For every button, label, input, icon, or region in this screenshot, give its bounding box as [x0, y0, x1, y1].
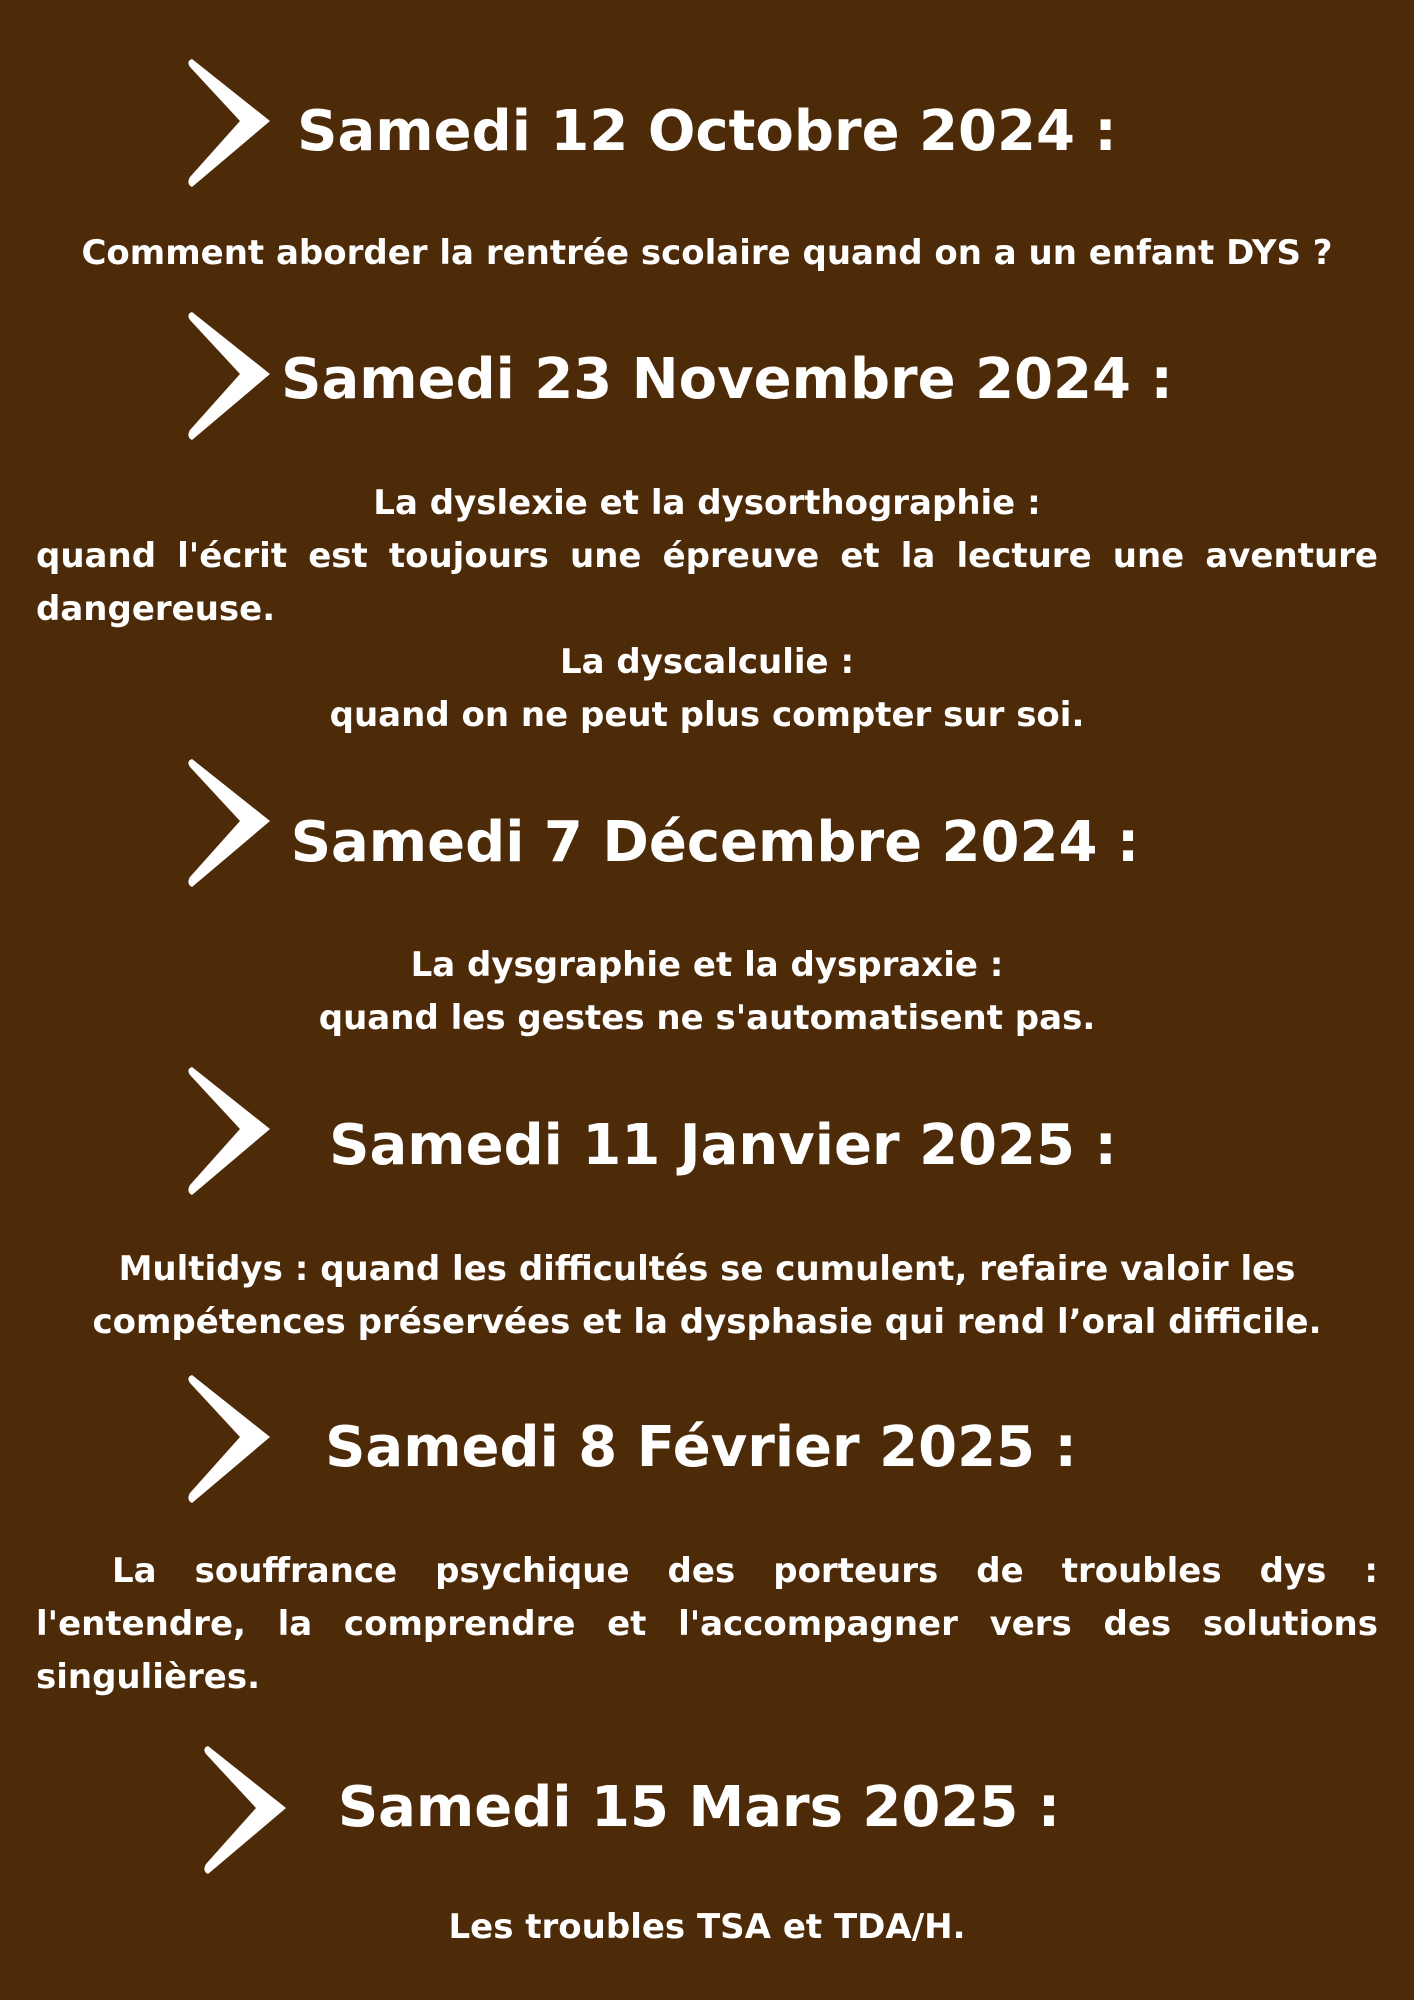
event-line: Comment aborder la rentrée scolaire quand on a un enfant DYS ? [81, 233, 1333, 273]
event-description-5: La souffrance psychique des porteurs de troubles dys : l'entendre, la comprendre et l'accompagner vers des solutions singulières. [36, 1551, 1378, 1697]
event-date-3: Samedi 7 Décembre 2024 : [290, 810, 1140, 875]
event-line: compétences préservées et la dysphasie qui rend l’oral difficile. [92, 1302, 1322, 1342]
event-date-2: Samedi 23 Novembre 2024 : [281, 347, 1173, 412]
event-line: Multidys : quand les difficultés se cumulent, refaire valoir les [118, 1249, 1296, 1289]
event-description-3 [36, 939, 1378, 1045]
event-description-1 [36, 227, 1378, 280]
event-date-4: Samedi 11 Janvier 2025 : [329, 1113, 1117, 1178]
event-line: quand on ne peut plus compter sur soi. [329, 695, 1085, 735]
event-line: La dyscalculie : [559, 642, 855, 682]
event-line: La dyslexie et la dysorthographie : [373, 483, 1041, 523]
event-line: quand les gestes ne s'automatisent pas. [318, 998, 1096, 1038]
event-description-4 [36, 1243, 1378, 1349]
event-date-1: Samedi 12 Octobre 2024 : [297, 99, 1117, 164]
event-date-5: Samedi 8 Février 2025 : [325, 1415, 1077, 1480]
event-description-6 [36, 1901, 1378, 1954]
event-line: quand l'écrit est toujours une épreuve et la lecture une aventure dangereuse. [36, 536, 1378, 629]
event-line: La dysgraphie et la dyspraxie : [410, 945, 1004, 985]
event-description-2 [36, 477, 1378, 742]
event-date-6: Samedi 15 Mars 2025 : [337, 1775, 1061, 1840]
event-line: Les troubles TSA et TDA/H. [448, 1907, 966, 1947]
